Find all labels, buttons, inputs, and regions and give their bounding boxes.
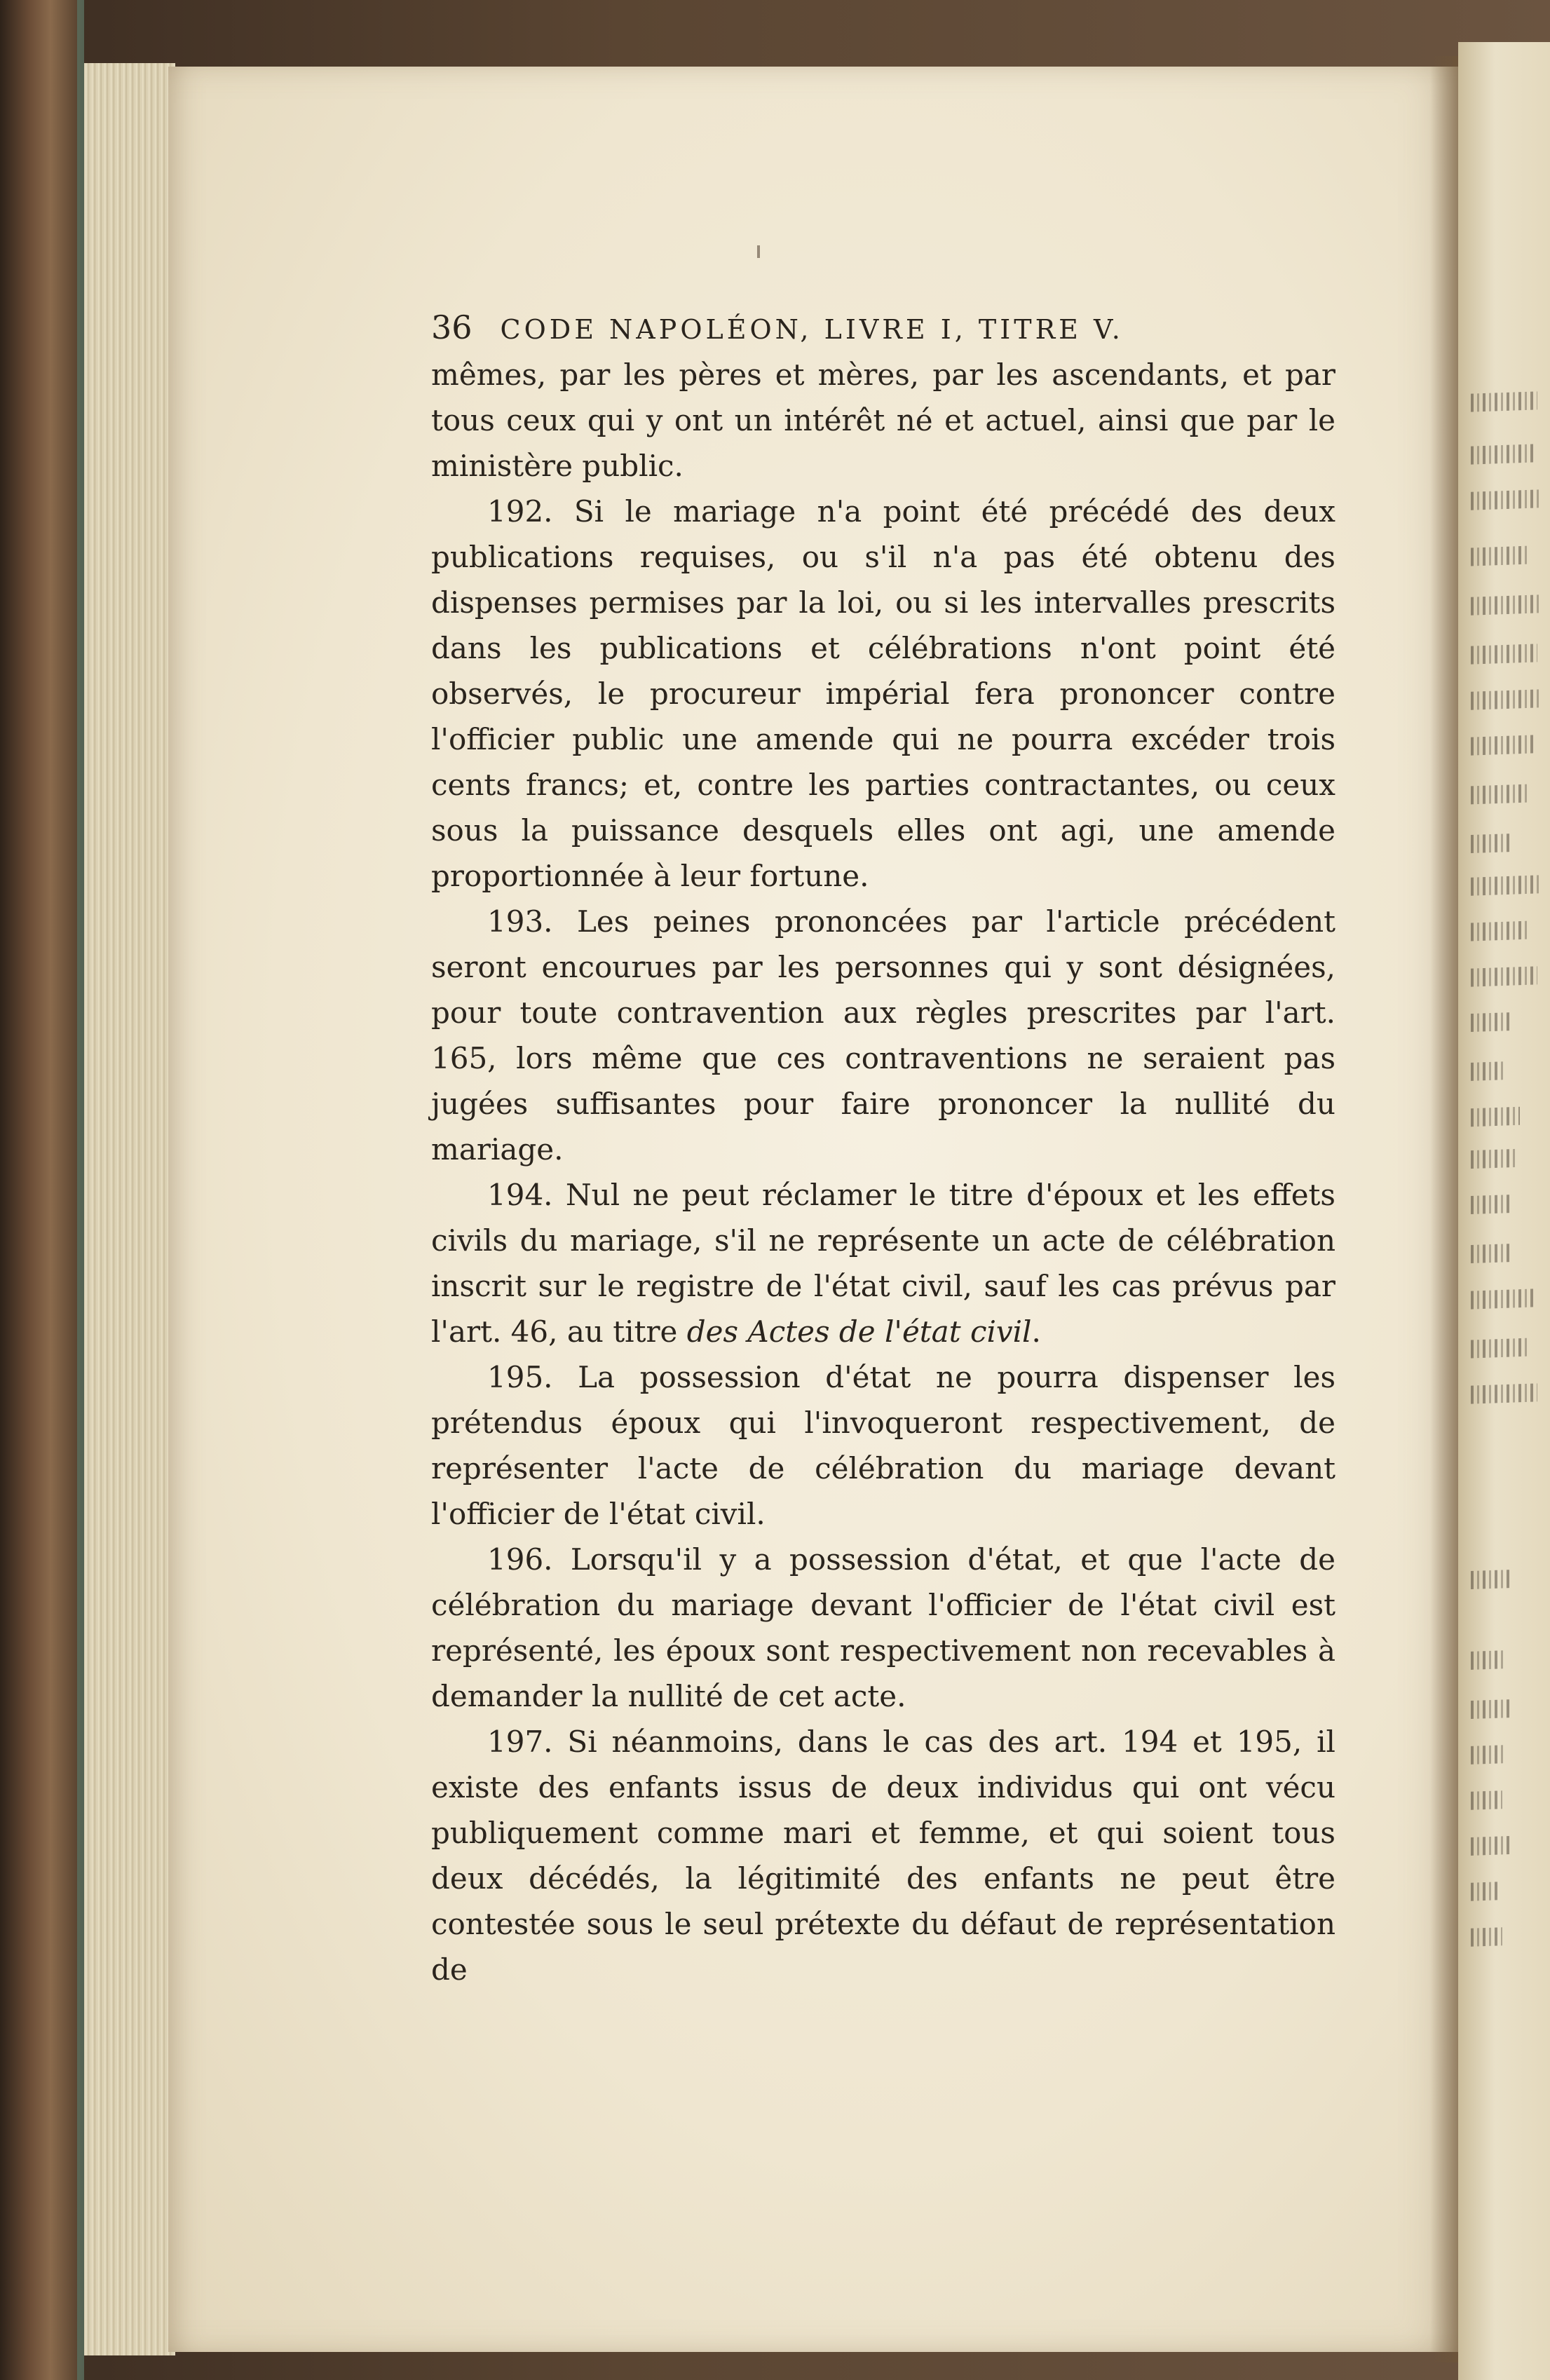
book-cover-edge [0, 0, 84, 2380]
article-197: 197. Si néanmoins, dans le cas des art. 194 et 195, il existe des enfants issus de deux individus qui ont vécu publiquement comme mari et femme, et qui soient tous deux décédés, la légitimité des enfants ne peut être contestée sous le seul prétexte du défaut de représentation de [431, 1725, 1335, 1987]
facing-page-text-fragment [1471, 1836, 1509, 1856]
facing-page-text-fragment [1471, 1288, 1534, 1309]
paragraph-continuation: mêmes, par les pères et mères, par les ascendants, et par tous ceux qui y ont un intérêt né et actuel, ainsi que par le ministère public. [431, 358, 1335, 483]
facing-page-text-fragment [1471, 1244, 1513, 1263]
facing-page-text-fragment [1471, 1570, 1513, 1589]
facing-page-edge [1458, 42, 1550, 2380]
page-number: 36 [431, 308, 473, 346]
running-header [431, 308, 1335, 346]
facing-page-text-fragment [1471, 921, 1530, 941]
facing-page-text-fragment [1471, 391, 1537, 412]
facing-page-text-fragment [1471, 594, 1541, 615]
facing-page-text-fragment [1471, 444, 1534, 464]
facing-page-text-fragment [1471, 1107, 1520, 1127]
facing-page-text-fragment [1471, 735, 1534, 755]
page-text [431, 308, 1335, 1992]
article-192: 192. Si le mariage n'a point été précédé des deux publications requises, ou s'il n'a pas été obtenu des dispenses permises par la loi, ou si les intervalles prescrits dans les publications et célébrations n'ont point été observés, le procureur impérial fera prononcer contre l'officier public une amende qui ne pourra excéder trois cents francs; et, contre les parties contractantes, ou ceux sous la puissance desquels elles ont agi, une amende proportionnée à leur fortune. [431, 494, 1335, 893]
page-block-edges [84, 63, 175, 2355]
page-mark [757, 245, 760, 258]
facing-page-text-fragment [1471, 1061, 1506, 1081]
facing-page-text-fragment [1471, 834, 1513, 853]
facing-page-text-fragment [1471, 1149, 1516, 1169]
facing-page-text-fragment [1471, 489, 1541, 510]
page-gutter [1430, 56, 1458, 2362]
facing-page-text-fragment [1471, 784, 1527, 805]
facing-page-text-fragment [1471, 689, 1541, 709]
article-194-title-reference: des Actes de l'état civil [686, 1314, 1032, 1349]
article-194 [431, 1172, 1335, 1354]
facing-page-text-fragment [1471, 966, 1537, 986]
article-194-end: . [1031, 1314, 1041, 1349]
facing-page-text-fragment [1471, 1699, 1513, 1719]
article-193: 193. Les peines prononcées par l'article précédent seront encourues par les personnes qui y sont désignées, pour toute contravention aux règles prescrites par l'art. 165, lors même que ces contraventions ne seraient pas jugées suffisantes pour faire prononcer la nullité du mariage. [431, 904, 1335, 1167]
facing-page-text-fragment [1471, 1927, 1502, 1947]
facing-page-text-fragment [1471, 1745, 1506, 1764]
article-195: 195. La possession d'état ne pourra dispenser les prétendus époux qui l'invoqueront respectivement, de représenter l'acte de célébration du mariage devant l'officier de l'état civil. [431, 1360, 1335, 1531]
facing-page-text-fragment [1471, 1338, 1530, 1359]
facing-page-text-fragment [1471, 1882, 1499, 1900]
facing-page-text-fragment [1471, 1012, 1513, 1032]
article-196: 196. Lorsqu'il y a possession d'état, et que l'acte de célébration du mariage devant l'officier de l'état civil est représenté, les époux sont respectivement non recevables à demander la nullité de cet acte. [431, 1542, 1335, 1713]
facing-page-text-fragment [1471, 546, 1530, 566]
facing-page-text-fragment [1471, 1195, 1513, 1214]
facing-page-text-fragment [1471, 1383, 1537, 1403]
article-194-text: 194. Nul ne peut réclamer le titre d'époux et les effets civils du mariage, s'il ne représente un acte de célébration inscrit sur le registre de l'état civil, sauf les cas prévus par l'art. 46, au titre [431, 1178, 1335, 1349]
running-title: CODE NAPOLÉON, LIVRE I, TITRE V. [500, 314, 1124, 345]
facing-page-text-fragment [1471, 1650, 1506, 1670]
facing-page-text-fragment [1471, 644, 1537, 664]
facing-page-text-fragment [1471, 875, 1541, 895]
facing-page-text-fragment [1471, 1790, 1502, 1810]
